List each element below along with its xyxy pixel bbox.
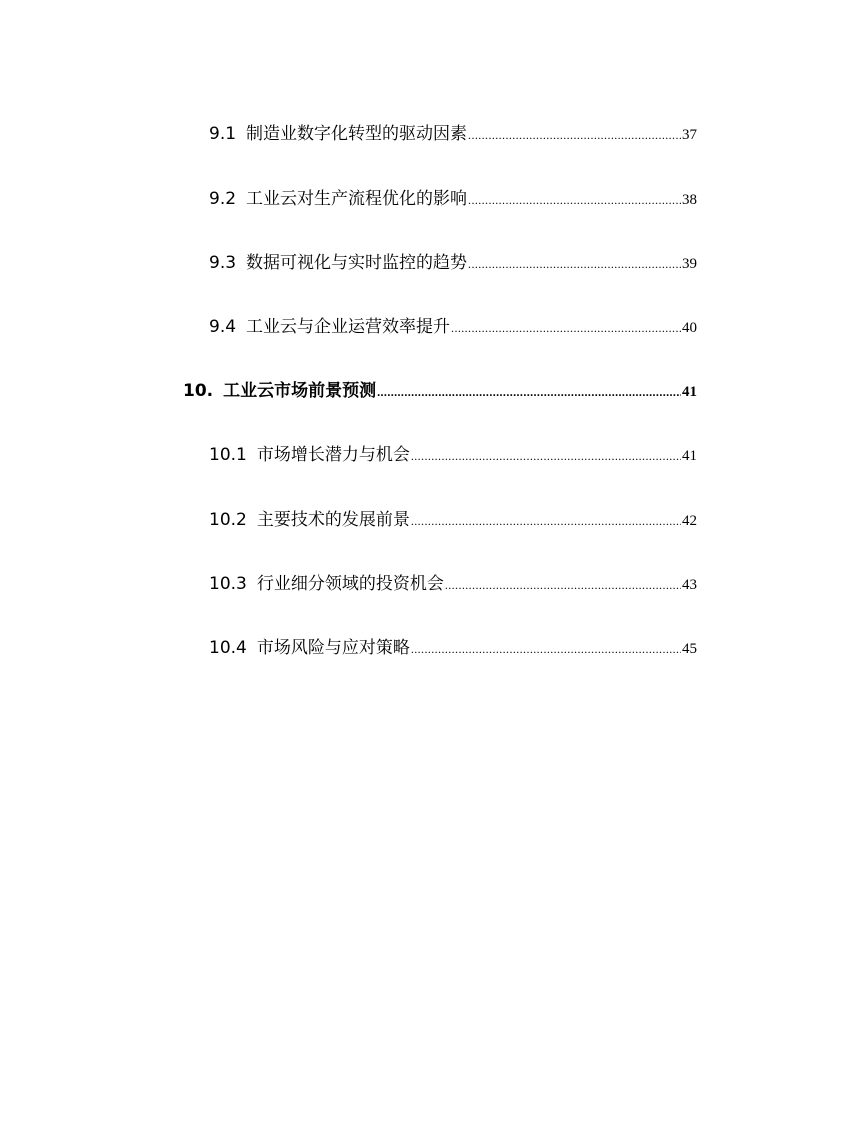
- toc-entry[interactable]: [209, 119, 697, 144]
- dot-leader: [411, 643, 681, 655]
- toc-entry-page: 41: [682, 384, 697, 400]
- dot-leader: [468, 194, 681, 206]
- toc-entry-title: 工业云对生产流程优化的影响: [246, 189, 468, 209]
- dot-leader: [468, 129, 681, 141]
- toc-entry-number: 9.2: [209, 189, 237, 209]
- toc-entry[interactable]: [209, 184, 697, 209]
- toc-entry-number: 9.4: [209, 317, 237, 337]
- toc-entry-title: 主要技术的发展前景: [256, 510, 410, 530]
- toc-entry-number: 9.1: [209, 124, 237, 144]
- toc-entry-number: 10.: [183, 381, 214, 401]
- toc-entry-page: 39: [682, 256, 697, 272]
- toc-entry[interactable]: [209, 505, 697, 530]
- toc-entry-title: 市场增长潜力与机会: [256, 445, 410, 465]
- dot-leader: [411, 450, 681, 462]
- toc-entry[interactable]: [209, 633, 697, 658]
- toc-entry-title: 制造业数字化转型的驱动因素: [246, 124, 468, 144]
- toc-entry-page: 42: [682, 513, 697, 529]
- dot-leader: [451, 322, 681, 334]
- toc-entry[interactable]: [209, 248, 697, 273]
- dot-leader: [468, 258, 681, 270]
- toc-chapter-entry[interactable]: [183, 376, 697, 401]
- toc-entry-number: 9.3: [209, 253, 237, 273]
- toc-entry-title: 工业云与企业运营效率提升: [246, 317, 451, 337]
- toc-entry-page: 38: [682, 192, 697, 208]
- toc-entry[interactable]: [209, 312, 697, 337]
- toc-entry-page: 40: [682, 320, 697, 336]
- toc-entry-number: 10.2: [209, 510, 247, 530]
- dot-leader: [445, 579, 681, 591]
- toc-entry-title: 行业细分领域的投资机会: [256, 574, 444, 594]
- toc-entry[interactable]: [209, 440, 697, 465]
- dot-leader: [377, 386, 681, 398]
- toc-entry-page: 43: [682, 577, 697, 593]
- toc-entry-number: 10.1: [209, 445, 247, 465]
- toc-entry-number: 10.3: [209, 574, 247, 594]
- toc-entry-title: 市场风险与应对策略: [256, 638, 410, 658]
- toc-entry-page: 41: [682, 448, 697, 464]
- toc-entry-title: 数据可视化与实时监控的趋势: [246, 253, 468, 273]
- toc-entry-title: 工业云市场前景预测: [223, 381, 377, 401]
- dot-leader: [411, 515, 681, 527]
- toc-entry[interactable]: [209, 569, 697, 594]
- toc-entry-page: 45: [682, 641, 697, 657]
- toc-entry-number: 10.4: [209, 638, 247, 658]
- toc-entry-page: 37: [682, 127, 697, 143]
